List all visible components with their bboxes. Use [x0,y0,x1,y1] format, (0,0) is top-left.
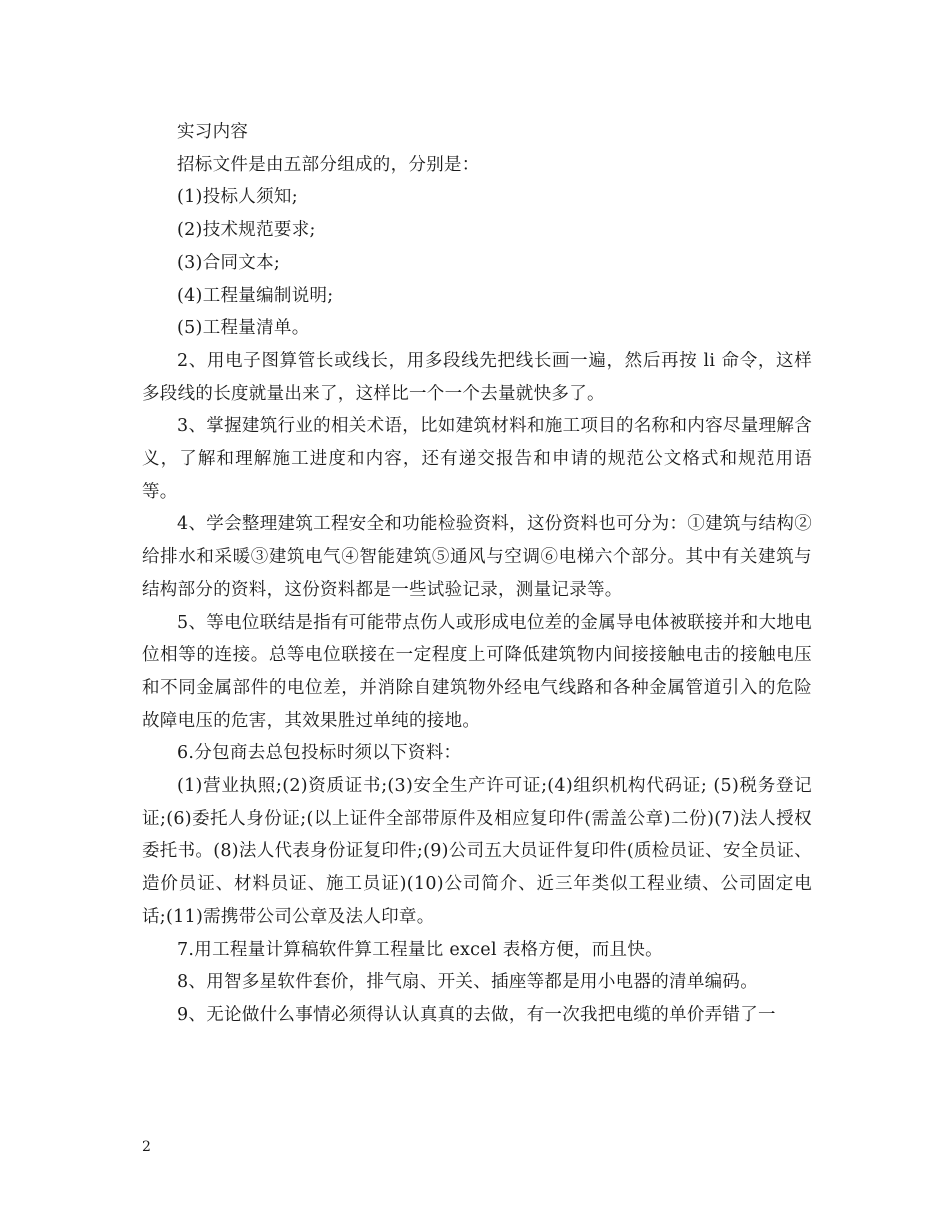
list-item-4: (4)工程量编制说明; [177,285,334,306]
document-body [142,116,812,1032]
paragraph-7: 7.用工程量计算稿软件算工程量比 excel 表格方便，而且快。 [177,939,663,960]
section-heading: 实习内容 [177,122,249,142]
paragraph-2: 2、用电子图算管长或线长，用多段线先把线长画一遍，然后再按 li 命令，这样多段线的长度就量出来了，这样比一个一个去量就快多了。 [142,350,812,404]
list-item-3: (3)合同文本; [177,252,281,273]
list-item-5: (5)工程量清单。 [177,318,310,339]
paragraph-intro: 招标文件是由五部分组成的，分别是： [177,154,480,175]
list-item-1: (1)投标人须知; [177,187,298,208]
paragraph-8: 8、用智多星软件套价，排气扇、开关、插座等都是用小电器的清单编码。 [177,972,759,993]
paragraph-5: 5、等电位联结是指有可能带点伤人或形成电位差的金属导电体被联接并和大地电位相等的连接。总等电位联接在一定程度上可降低建筑物内间接接触电击的接触电压和不同金属部件的电位差，并消除自建筑物外经电气线路和各种金属管道引入的危险故障电压的危害，其效果胜过单纯的接地。 [142,612,812,731]
list-item-2: (2)技术规范要求; [177,220,316,241]
paragraph-4: 4、学会整理建筑工程安全和功能检验资料，这份资料也可分为：①建筑与结构②给排水和采暖③建筑电气④智能建筑⑤通风与空调⑥电梯六个部分。其中有关建筑与结构部分的资料，这份资料都是一些试验记录，测量记录等。 [142,514,812,600]
paragraph-3: 3、掌握建筑行业的相关术语，比如建筑材料和施工项目的名称和内容尽量理解含义，了解和理解施工进度和内容，还有递交报告和申请的规范公文格式和规范用语等。 [142,416,812,502]
paragraph-9: 9、无论做什么事情必须得认认真真的去做，有一次我把电缆的单价弄错了一 [177,1004,776,1025]
paragraph-6-list: (1)营业执照;(2)资质证书;(3)安全生产许可证;(4)组织机构代码证; (5)税务登记证;(6)委托人身份证;(以上证件全部带原件及相应复印件(需盖公章)二份)(7)法人授权委托书。(8)法人代表身份证复印件;(9)公司五大员证件复印件(质检员证、安全员证、造价员证、材料员证、施工员证)(10)公司简介、近三年类似工程业绩、公司固定电话;(11)需携带公司公章及法人印章。 [142,776,812,927]
page-number: 2 [142,1139,151,1155]
paragraph-6: 6.分包商去总包投标时须以下资料： [177,743,462,764]
